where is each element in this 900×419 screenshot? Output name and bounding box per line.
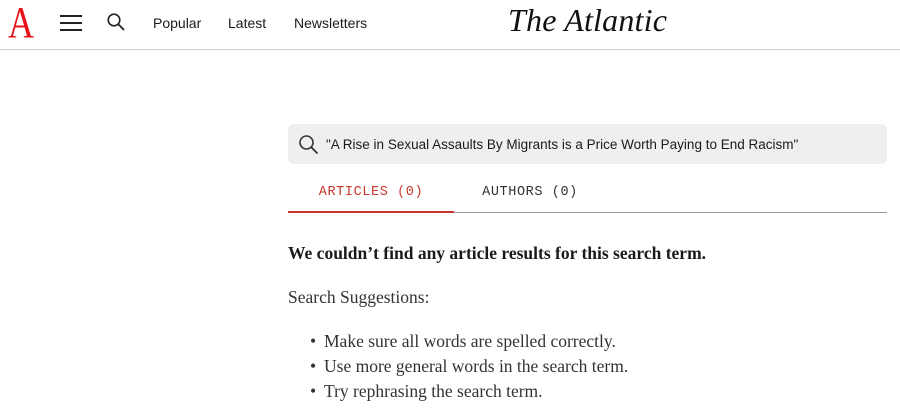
search-icon[interactable] (106, 12, 126, 32)
site-header (0, 0, 900, 50)
menu-icon-bar (60, 15, 82, 17)
list-item (310, 329, 628, 354)
suggestion-text: Make sure all words are spelled correctly. (324, 331, 616, 351)
suggestion-text: Try rephrasing the search term. (324, 381, 543, 401)
nav-latest[interactable]: Latest (228, 15, 267, 31)
suggestions-title: Search Suggestions: (288, 287, 430, 307)
bullet-icon: • (310, 381, 317, 401)
menu-icon-bar (60, 29, 82, 31)
suggestions-list (310, 329, 628, 404)
search-bar (288, 124, 887, 164)
site-wordmark[interactable]: The Atlantic (508, 2, 668, 38)
tab-authors[interactable]: AUTHORS (0) (482, 185, 578, 200)
nav-popular[interactable]: Popular (153, 15, 202, 31)
list-item (310, 354, 628, 379)
suggestion-text: Use more general words in the search term. (324, 356, 629, 376)
atlantic-logo[interactable]: A (8, 0, 35, 47)
list-item (310, 379, 628, 404)
menu-icon[interactable] (60, 13, 82, 31)
results-tabs (288, 176, 887, 213)
menu-icon-bar (60, 22, 82, 24)
search-input[interactable] (326, 124, 881, 164)
bullet-icon: • (310, 331, 317, 351)
nav-newsletters[interactable]: Newsletters (294, 15, 368, 31)
tab-articles[interactable]: ARTICLES (0) (288, 176, 454, 213)
search-icon (298, 134, 319, 155)
bullet-icon: • (310, 356, 317, 376)
no-results-message: We couldn’t find any article results for this search term. (288, 243, 707, 263)
